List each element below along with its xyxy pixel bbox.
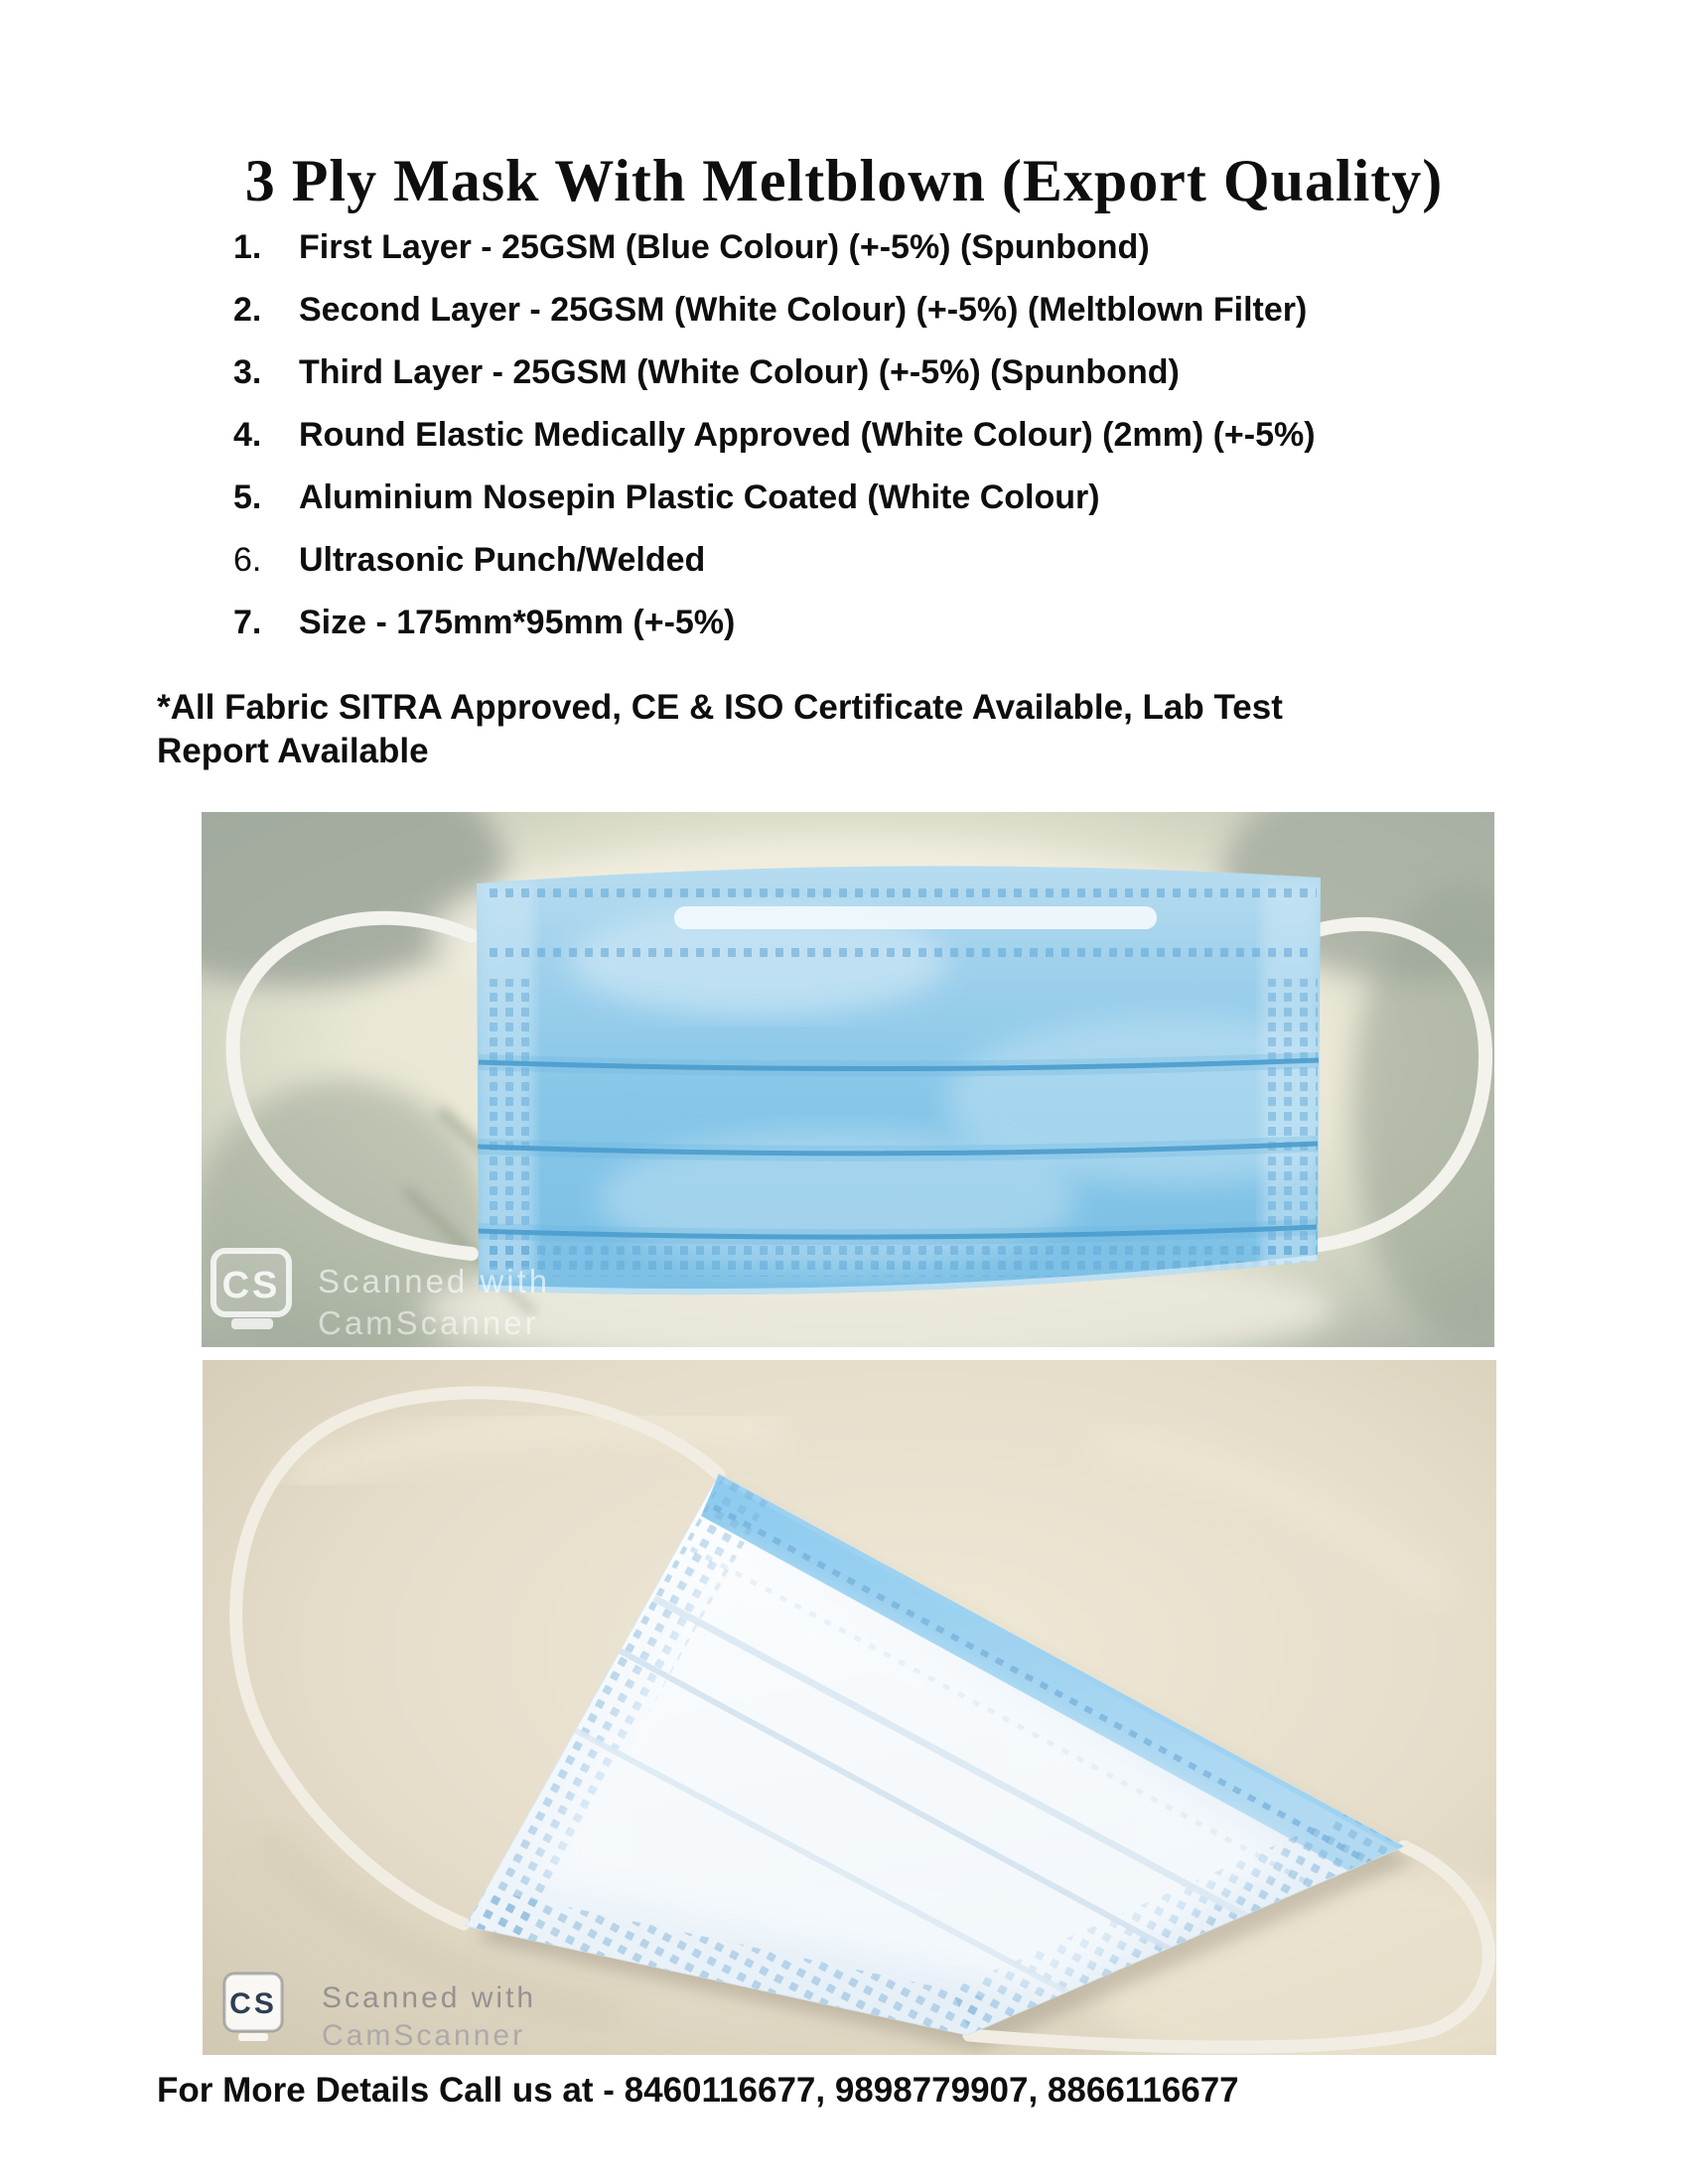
camscanner-watermark [213, 1251, 550, 1341]
spec-item-number: 7. [233, 604, 262, 641]
spec-item-text: Aluminium Nosepin Plastic Coated (White Colour) [299, 478, 1100, 516]
spec-item [233, 404, 1316, 467]
spec-item-number: 4. [233, 416, 262, 454]
camscanner-icon-label: CS [229, 1987, 277, 2020]
watermark-line2: CamScanner [318, 1304, 539, 1341]
certification-note-line1: *All Fabric SITRA Approved, CE & ISO Certificate Available, Lab Test [157, 688, 1283, 727]
page-title: 3 Ply Mask With Meltblown (Export Quality) [244, 148, 1444, 214]
mask-back-photo [203, 1360, 1496, 2055]
spec-item [233, 467, 1316, 529]
spec-item-text: Ultrasonic Punch/Welded [299, 541, 706, 579]
nosepin-stripe [674, 906, 1157, 929]
spec-list [233, 216, 1316, 654]
spec-item [233, 592, 1316, 654]
spec-item [233, 279, 1316, 341]
watermark-line2: CamScanner [322, 2019, 526, 2052]
spec-item-text: Third Layer - 25GSM (White Colour) (+-5%) (Spunbond) [299, 353, 1180, 391]
spec-item-text: Round Elastic Medically Approved (White Colour) (2mm) (+-5%) [299, 416, 1316, 454]
spec-item-number: 5. [233, 478, 262, 516]
weld-dots-top-row1 [483, 884, 1317, 897]
mask-front-photo [202, 812, 1494, 1347]
spec-item-number: 6. [233, 541, 262, 579]
camscanner-icon-label: CS [221, 1265, 281, 1306]
spec-item-text: Size - 175mm*95mm (+-5%) [299, 604, 736, 641]
certification-note [157, 686, 1283, 773]
spec-item [233, 529, 1316, 592]
spec-item-text: Second Layer - 25GSM (White Colour) (+-5%) (Meltblown Filter) [299, 291, 1308, 329]
watermark-line1: Scanned with [318, 1263, 551, 1299]
weld-dots-top-row2 [490, 945, 1312, 960]
spec-item [233, 216, 1316, 279]
contact-footer: For More Details Call us at - 8460116677, 9898779907, 8866116677 [157, 2071, 1239, 2110]
product-photo-back [203, 1360, 1496, 2055]
product-photo-front [202, 812, 1494, 1347]
spec-item [233, 341, 1316, 404]
spec-item-text: First Layer - 25GSM (Blue Colour) (+-5%) (Spunbond) [299, 228, 1150, 266]
watermark-line1: Scanned with [322, 1981, 537, 2014]
spec-item-number: 2. [233, 291, 262, 329]
spec-item-number: 3. [233, 353, 262, 391]
certification-note-line2: Report Available [157, 732, 429, 770]
spec-item-number: 1. [233, 228, 262, 266]
